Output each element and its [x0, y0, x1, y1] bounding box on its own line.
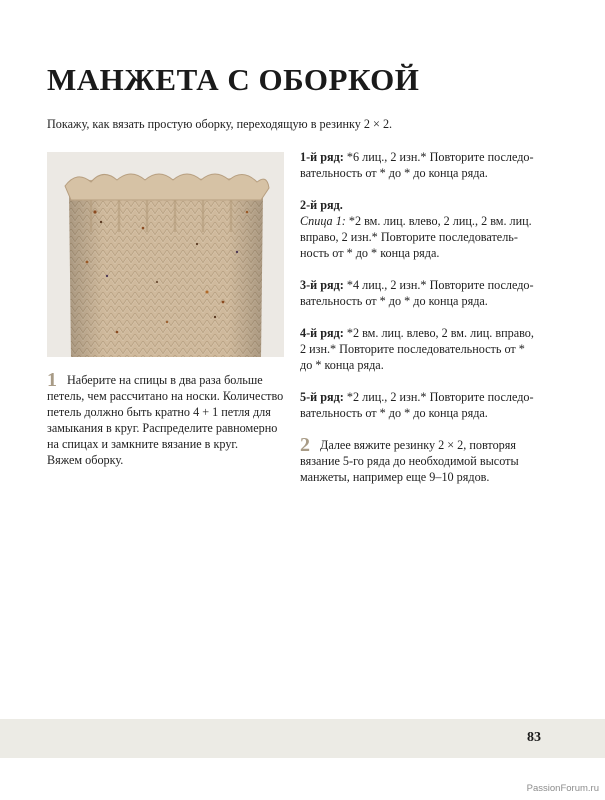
row-label: 1-й ряд: — [300, 150, 344, 164]
step-1-line: на спицах и замкните вязание в круг. — [47, 437, 239, 451]
row-text: *6 лиц., 2 изн.* Повторите последо- — [346, 150, 534, 164]
row-text: *4 лиц., 2 изн.* Повторите последо- — [346, 278, 534, 292]
step-1 — [47, 369, 287, 468]
row-text: ность от * до * конца ряда. — [300, 246, 440, 260]
step-2-number: 2 — [300, 434, 310, 456]
row-text: вательность от * до * до конца ряда. — [300, 406, 488, 420]
row-instructions — [300, 149, 560, 485]
page-title: МАНЖЕТА С ОБОРКОЙ — [47, 62, 420, 97]
row-1-instruction — [300, 149, 560, 181]
footer-band — [0, 719, 605, 758]
step-1-line: Вяжем оборку. — [47, 453, 124, 467]
page-number: 83 — [527, 730, 541, 745]
row-text: до * конца ряда. — [300, 358, 384, 372]
step-2-line: манжеты, например еще 9–10 рядов. — [300, 470, 490, 484]
step-2-line: Далее вяжите резинку 2 × 2, повторяя — [320, 438, 516, 452]
row-text: *2 лиц., 2 изн.* Повторите последо- — [346, 390, 534, 404]
row-text: вправо, 2 изн.* Повторите последователь- — [300, 230, 518, 244]
needle-label: Спица 1: — [300, 214, 346, 228]
step-1-line: петель, чем рассчитано на носки. Количество — [47, 389, 284, 403]
step-1-line: замыкания в круг. Распределите равномерно — [47, 421, 278, 435]
row-5-instruction — [300, 389, 560, 421]
step-1-line: петель должно быть кратно 4 + 1 петля для — [47, 405, 271, 419]
row-4-instruction — [300, 325, 560, 373]
row-text: 2 изн.* Повторите последовательность от * — [300, 342, 525, 356]
row-label: 3-й ряд: — [300, 278, 344, 292]
step-2-line: вязание 5-го ряда до необходимой высоты — [300, 454, 519, 468]
watermark: PassionForum.ru — [526, 783, 599, 794]
step-1-line: Наберите на спицы в два раза больше — [67, 373, 263, 387]
row-text: *2 вм. лиц. влево, 2 вм. лиц. вправо, — [346, 326, 534, 340]
row-2-instruction — [300, 197, 560, 261]
row-label: 2-й ряд. — [300, 198, 343, 212]
row-text: вательность от * до * до конца ряда. — [300, 294, 488, 308]
step-1-number: 1 — [47, 369, 57, 391]
knitted-cuff-photo — [47, 152, 284, 357]
row-text: вательность от * до * до конца ряда. — [300, 166, 488, 180]
row-label: 4-й ряд: — [300, 326, 344, 340]
intro-text: Покажу, как вязать простую оборку, переходящую в резинку 2 × 2. — [47, 117, 393, 131]
row-text: *2 вм. лиц. влево, 2 лиц., 2 вм. лиц. — [348, 214, 532, 228]
row-label: 5-й ряд: — [300, 390, 344, 404]
step-2 — [300, 434, 560, 485]
row-3-instruction — [300, 277, 560, 309]
